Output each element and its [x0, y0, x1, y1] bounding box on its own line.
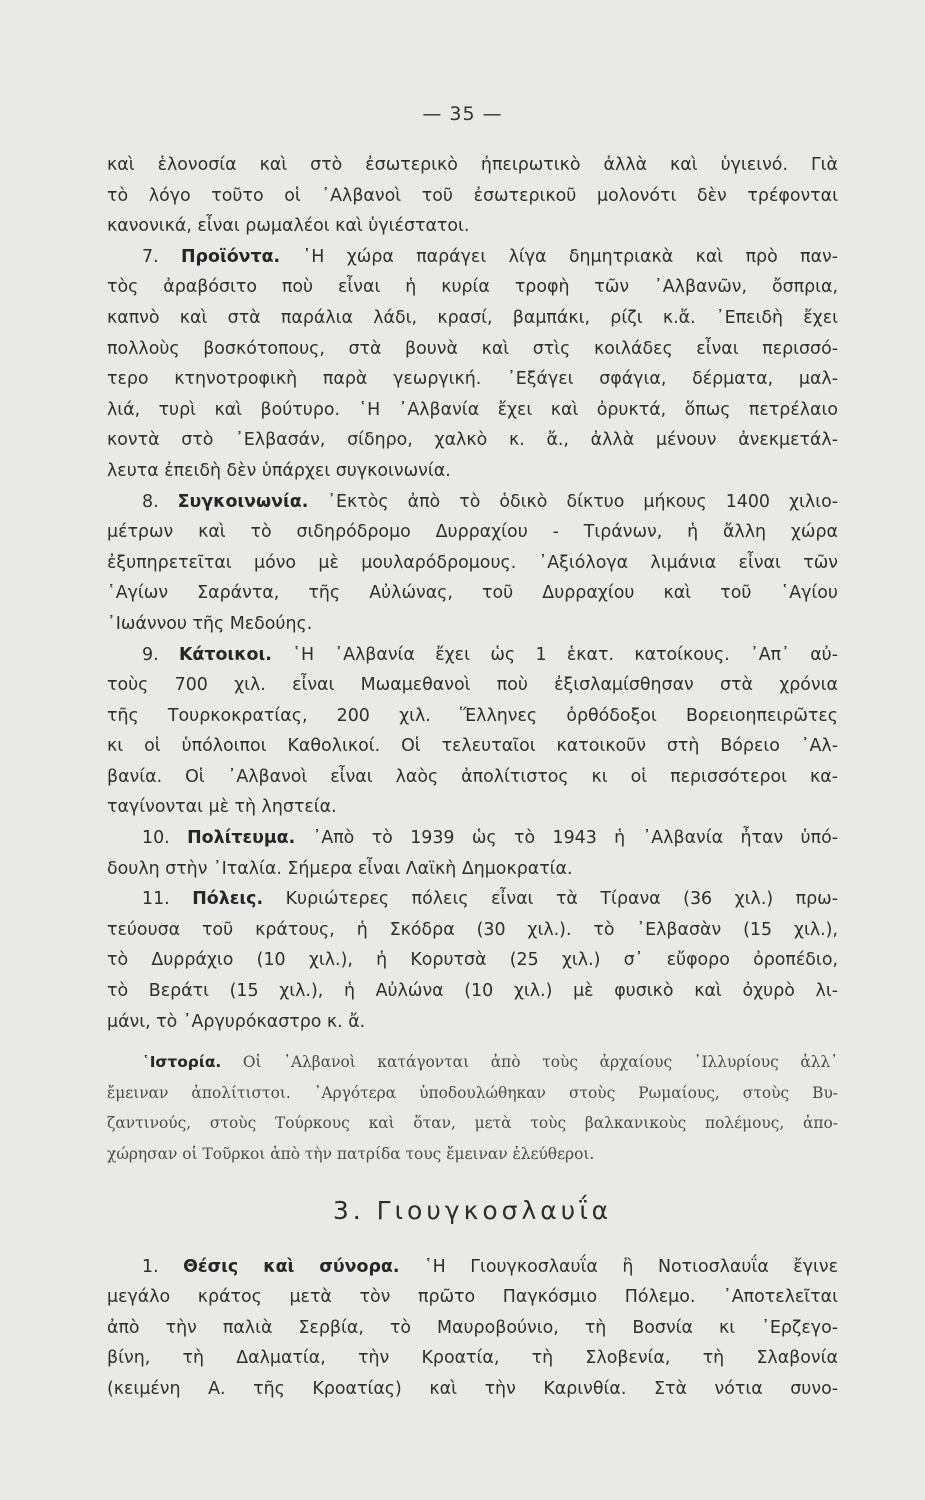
- text-span: ῾Η ᾿Αλβανία ἔχει ὡς 1 ἑκατ. κατοίκους. ᾿Απ᾿ αὐ-: [292, 644, 838, 665]
- text-line: μεγάλο κράτος μετὰ τὸν πρῶτο Παγκόσμιο Πόλεμο. ᾿Αποτελεῖται: [107, 1287, 838, 1308]
- government-paragraph: [107, 823, 838, 884]
- spacer: [107, 1037, 838, 1047]
- section-heading: ῾Ιστορία.: [142, 1053, 222, 1072]
- text-line: ἀπὸ τὴν παλιὰ Σερβία, τὸ Μαυροβούνιο, τὴ Βοσνία κι ᾿Ερζεγο-: [107, 1317, 838, 1338]
- climate-paragraph-end: [107, 150, 838, 242]
- spacer: [107, 1244, 838, 1252]
- text-line: χώρησαν οἱ Τοῦρκοι ἀπὸ τὴν πατρίδα τους ἔμειναν ἐλεύθεροι.: [107, 1145, 595, 1163]
- text-column: [107, 150, 838, 1405]
- text-line: [107, 823, 838, 854]
- text-line: κανονικά, εἶναι ρωμαλέοι καὶ ὑγιέστατοι.: [107, 216, 470, 237]
- text-span: ᾿Απὸ τὸ 1939 ὡς τὸ 1943 ἡ ᾿Αλβανία ἦταν ὑπό-: [312, 828, 838, 849]
- text-line: [107, 1047, 838, 1078]
- text-span: ῾Η Γιουγκοσλαυΐα ἢ Νοτιοσλαυΐα ἔγινε: [423, 1256, 838, 1277]
- section-number: 7.: [142, 246, 159, 267]
- text-span: Κυριώτερες πόλεις εἶναι τὰ Τίρανα (36 χιλ.) πρω-: [285, 889, 838, 910]
- text-line: [107, 1252, 838, 1283]
- text-line: τὸ Βεράτι (15 χιλ.), ἡ Αὐλώνα (10 χιλ.) μὲ φυσικὸ καὶ ὀχυρὸ λι-: [107, 981, 838, 1002]
- text-line: λευτα ἐπειδὴ δὲν ὑπάρχει συγκοινωνία.: [107, 460, 451, 481]
- section-heading: Πόλεις.: [192, 889, 264, 910]
- section-heading: Προϊόντα.: [180, 246, 281, 267]
- text-line: [107, 884, 838, 915]
- text-line: βανία. Οἱ ᾿Αλβανοὶ εἶναι λαὸς ἀπολίτιστος κι οἱ περισσότεροι κα-: [107, 766, 838, 787]
- text-line: ταγίνονται μὲ τὴ ληστεία.: [107, 797, 337, 818]
- text-line: ᾿Ιωάννου τῆς Μεδούης.: [107, 613, 313, 634]
- text-line: κοντὰ στὸ ᾿Ελβασάν, σίδηρο, χαλκὸ κ. ἄ., ἀλλὰ μένουν ἀνεκμετάλ-: [107, 430, 838, 451]
- text-line: ῾Αγίων Σαράντα, τῆς Αὐλώνας, τοῦ Δυρραχίου καὶ τοῦ ῾Αγίου: [107, 583, 838, 604]
- text-line: πολλοὺς βοσκότοπους, στὰ βουνὰ καὶ στὶς κοιλάδες εἶναι περισσό-: [107, 338, 838, 359]
- text-line: [107, 640, 838, 671]
- section-heading: Συγκοινωνία.: [177, 491, 309, 512]
- text-line: ζαντινούς, στοὺς Τούρκους καὶ ὅταν, μετὰ τοὺς βαλκανικοὺς πολέμους, ἀπο-: [107, 1114, 838, 1133]
- history-paragraph: [107, 1047, 838, 1169]
- text-line: τεύουσα τοῦ κράτους, ἡ Σκόδρα (30 χιλ.). τὸ ᾿Ελβασὰν (15 χιλ.),: [107, 919, 838, 940]
- section-number: 9.: [142, 644, 159, 665]
- text-line: τὸ Δυρράχιο (10 χιλ.), ἡ Κορυτσὰ (25 χιλ.) σ᾿ εὔφορο ὀροπέδιο,: [107, 950, 838, 971]
- text-line: λιά, τυρὶ καὶ βούτυρο. ῾Η ᾿Αλβανία ἔχει καὶ ὀρυκτά, ὅπως πετρέλαιο: [107, 399, 838, 420]
- text-line: (κειμένη Α. τῆς Κροατίας) καὶ τὴν Καρινθία. Στὰ νότια συνο-: [107, 1378, 838, 1399]
- text-line: καὶ ἑλονοσία καὶ στὸ ἐσωτερικὸ ἠπειρωτικὸ ἀλλὰ καὶ ὑγιεινό. Γιὰ: [107, 155, 838, 175]
- section-number: 11.: [142, 889, 170, 910]
- text-line: τῆς Τουρκοκρατίας, 200 χιλ. Ἕλληνες ὀρθόδοξοι Βορειοηπειρῶτες: [107, 705, 838, 726]
- section-heading: Πολίτευμα.: [187, 828, 296, 849]
- text-line: [107, 487, 838, 518]
- cities-paragraph: [107, 884, 838, 1037]
- section-number: 10.: [142, 828, 170, 849]
- position-paragraph: [107, 1252, 838, 1405]
- text-line: τοὺς 700 χιλ. εἶναι Μωαμεθανοὶ ποὺ ἐξισλαμίσθησαν στὰ χρόνια: [107, 675, 838, 696]
- text-span: ᾿Εκτὸς ἀπὸ τὸ ὁδικὸ δίκτυο μήκους 1400 χιλιο-: [327, 491, 838, 512]
- section-heading: Θέσις καὶ σύνορα.: [183, 1256, 400, 1277]
- text-line: ἐξυπηρετεῖται μόνο μὲ μουλαρόδρομους. ᾿Αξιόλογα λιμάνια εἶναι τῶν: [107, 552, 838, 573]
- text-line: καπνὸ καὶ στὰ παράλια λάδι, κρασί, βαμπάκι, ρίζι κ.ἄ. ᾿Επειδὴ ἔχει: [107, 307, 838, 328]
- text-line: [107, 242, 838, 273]
- text-line: τὸ λόγο τοῦτο οἱ ᾿Αλβανοὶ τοῦ ἐσωτερικοῦ μολονότι δὲν τρέφονται: [107, 185, 838, 206]
- section-number: 8.: [142, 491, 159, 512]
- chapter-title: 3. Γιουγκοσλαυΐα: [332, 1195, 613, 1225]
- text-span: Οἱ ᾿Αλβανοὶ κατάγονται ἀπὸ τοὺς ἀρχαίους ᾿Ιλλυρίους ἀλλ᾿: [242, 1053, 838, 1072]
- text-line: βίνη, τὴ Δαλματία, τὴν Κροατία, τὴ Σλοβενία, τὴ Σλαβονία: [107, 1348, 838, 1369]
- page-number: — 35 —: [422, 103, 503, 125]
- products-paragraph: [107, 242, 838, 487]
- section-number: 1.: [142, 1256, 159, 1277]
- text-line: τὸς ἀραβόσιτο ποὺ εἶναι ἡ κυρία τροφὴ τῶν ᾿Αλβανῶν, ὄσπρια,: [107, 277, 838, 298]
- text-line: τερο κτηνοτροφικὴ παρὰ γεωργική. ᾿Εξάγει σφάγια, δέρματα, μαλ-: [107, 369, 838, 390]
- text-line: κι οἱ ὑπόλοιποι Καθολικοί. Οἱ τελευταῖοι κατοικοῦν στὴ Βόρειο ᾿Αλ-: [107, 736, 838, 757]
- inhabitants-paragraph: [107, 640, 838, 824]
- text-line: ἔμειναν ἀπολίτιστοι. ᾿Αργότερα ὑποδουλώθηκαν στοὺς Ρωμαίους, στοὺς Βυ-: [107, 1083, 838, 1102]
- text-span: ῾Η χώρα παράγει λίγα δημητριακὰ καὶ πρὸ παν-: [302, 246, 838, 267]
- communication-paragraph: [107, 487, 838, 640]
- text-line: μάνι, τὸ ᾿Αργυρόκαστρο κ. ἄ.: [107, 1011, 366, 1032]
- text-line: δουλη στὴν ᾿Ιταλία. Σήμερα εἶναι Λαϊκὴ Δημοκρατία.: [107, 858, 573, 879]
- section-heading: Κάτοικοι.: [178, 644, 272, 665]
- text-line: μέτρων καὶ τὸ σιδηρόδρομο Δυρραχίου - Τιράνων, ἡ ἄλλη χώρα: [107, 522, 838, 543]
